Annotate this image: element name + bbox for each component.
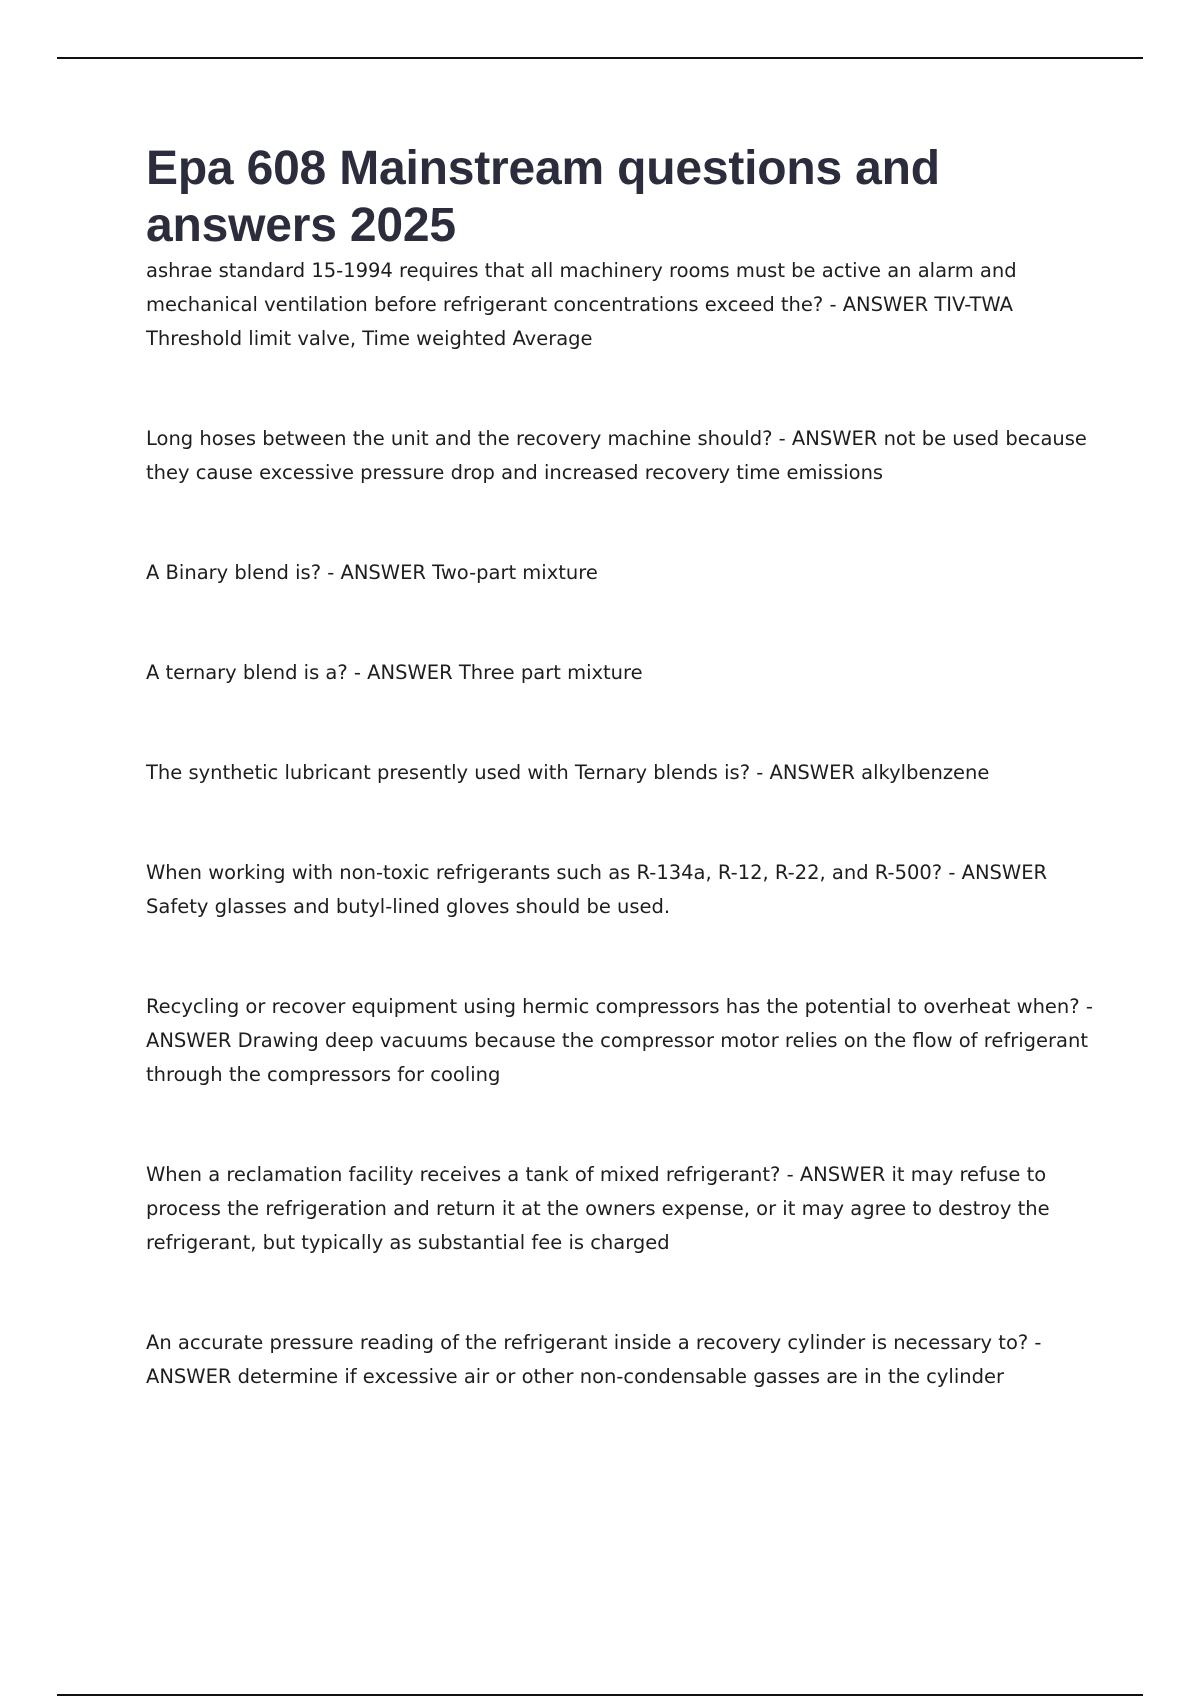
answer-separator: - ANSWER — [823, 293, 935, 316]
question-text: Recycling or recover equipment using hermic compressors has the potential to overheat when? — [146, 995, 1080, 1018]
answer-text: Drawing deep vacuums because the compressor motor relies on the flow of refrigerant through the compressors for cooling — [146, 1029, 1088, 1086]
qa-item — [146, 254, 1096, 356]
answer-separator: - ANSWER — [780, 1163, 892, 1186]
answer-text: TIV-TWA Threshold limit valve, Time weighted Average — [146, 293, 1013, 350]
question-text: ashrae standard 15-1994 requires that all machinery rooms must be active an alarm and mechanical ventilation before refrigerant concentrations exceed the? — [146, 259, 1017, 316]
answer-separator: - ANSWER — [750, 761, 862, 784]
answer-separator: - ANSWER — [146, 995, 1093, 1052]
answer-text: Safety glasses and butyl-lined gloves should be used. — [146, 895, 671, 918]
question-text: When a reclamation facility receives a tank of mixed refrigerant? — [146, 1163, 781, 1186]
header-rule — [57, 57, 1143, 59]
question-text: The synthetic lubricant presently used with Ternary blends is? — [146, 761, 751, 784]
document-title: Epa 608 Mainstream questions and answers 2025 — [146, 142, 940, 252]
answer-separator: - ANSWER — [146, 1331, 1042, 1388]
answer-text: Two-part mixture — [432, 561, 598, 584]
document-body — [146, 140, 1096, 1394]
question-text: A ternary blend is a? — [146, 661, 348, 684]
answer-separator: - ANSWER — [772, 427, 884, 450]
footer-rule — [57, 1694, 1143, 1696]
question-text: An accurate pressure reading of the refrigerant inside a recovery cylinder is necessary to? — [146, 1331, 1029, 1354]
answer-text: determine if excessive air or other non-condensable gasses are in the cylinder — [237, 1365, 1005, 1388]
answer-text: it may refuse to process the refrigeration and return it at the owners expense, or it may agree to destroy the refrigerant, but typically as substantial fee is charged — [146, 1163, 1050, 1254]
qa-item — [146, 756, 1096, 790]
answer-text: alkylbenzene — [861, 761, 990, 784]
answer-text: Three part mixture — [458, 661, 643, 684]
answer-separator: - ANSWER — [321, 561, 433, 584]
qa-item — [146, 1326, 1096, 1394]
qa-item — [146, 856, 1096, 924]
answer-separator: - ANSWER — [347, 661, 459, 684]
question-text: When working with non-toxic refrigerants such as R-134a, R-12, R-22, and R-500? — [146, 861, 943, 884]
qa-item — [146, 1158, 1096, 1260]
qa-list — [146, 254, 1096, 1394]
qa-item — [146, 990, 1096, 1092]
qa-item — [146, 656, 1096, 690]
qa-item — [146, 556, 1096, 590]
answer-separator: - ANSWER — [942, 861, 1048, 884]
qa-item — [146, 422, 1096, 490]
question-text: A Binary blend is? — [146, 561, 322, 584]
answer-text: not be used because they cause excessive pressure drop and increased recovery time emissions — [146, 427, 1087, 484]
question-text: Long hoses between the unit and the recovery machine should? — [146, 427, 773, 450]
